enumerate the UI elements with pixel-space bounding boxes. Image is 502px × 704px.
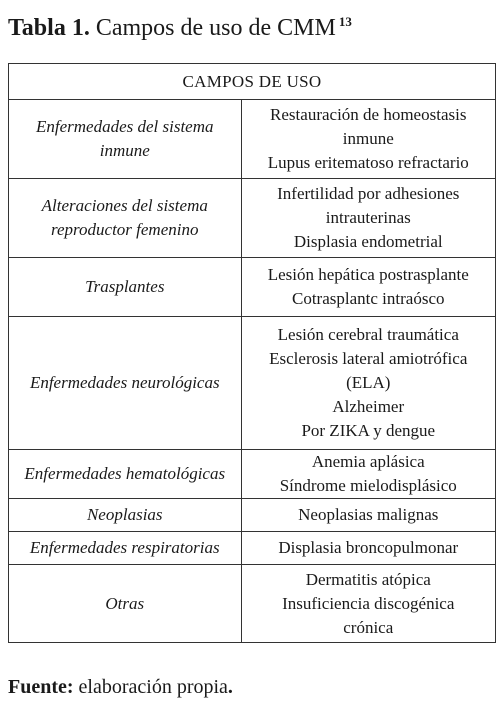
source-text: elaboración propia: [78, 676, 228, 698]
use-item: Cotrasplantc intraósco: [292, 289, 445, 308]
table-row: [9, 179, 496, 258]
use-item: (ELA): [346, 373, 391, 392]
source-label: Fuente:: [8, 676, 74, 698]
category-line: Neoplasias: [86, 505, 163, 524]
use-item: Dermatitis atópica: [305, 569, 431, 589]
use-item: Infertilidad por adhesiones: [277, 184, 460, 203]
use-item: Lesión hepática postrasplante: [267, 265, 469, 284]
uses-cell: [241, 179, 495, 258]
table-row: [9, 532, 496, 565]
use-item: Lesión cerebral traumática: [277, 325, 459, 344]
caption-text: Campos de uso de CMM: [95, 15, 336, 41]
table-body: [9, 100, 496, 643]
category-line: Enfermedades hematológicas: [24, 464, 226, 483]
category-line: Alteraciones del sistema: [41, 196, 208, 215]
use-item: Neoplasias malignas: [298, 505, 439, 524]
category-cell: [9, 532, 242, 565]
category-cell: [9, 179, 242, 258]
table-row: [9, 499, 496, 532]
uses-cell: [241, 565, 495, 643]
table-caption: [8, 8, 352, 42]
source-note: [8, 675, 233, 699]
use-item: Displasia broncopulmonar: [278, 538, 459, 557]
source-end: .: [227, 676, 233, 698]
table-row: [9, 100, 496, 179]
use-item: crónica: [343, 617, 394, 637]
category-line: Trasplantes: [85, 277, 165, 296]
category-line: inmune: [99, 141, 150, 160]
uses-cell: [241, 317, 495, 450]
uses-cell: [241, 532, 495, 565]
use-item: Insuficiencia discogénica: [282, 593, 455, 613]
table-row: [9, 565, 496, 643]
table-row: [9, 450, 496, 499]
category-cell: [9, 258, 242, 317]
category-cell: [9, 317, 242, 450]
uses-table: [8, 63, 496, 643]
use-item: Displasia endometrial: [293, 232, 443, 251]
caption-reference: 13: [338, 14, 352, 29]
category-line: reproductor femenino: [51, 220, 199, 239]
category-line: Otras: [105, 593, 145, 613]
uses-cell: [241, 100, 495, 179]
category-cell: [9, 499, 242, 532]
use-item: Anemia aplásica: [311, 452, 425, 471]
use-item: Restauración de homeostasis: [270, 105, 467, 124]
category-cell: [9, 100, 242, 179]
use-item: intrauterinas: [325, 208, 411, 227]
table-header-row: [9, 64, 496, 100]
category-line: Enfermedades del sistema: [35, 117, 214, 136]
category-cell: [9, 450, 242, 499]
uses-cell: [241, 450, 495, 499]
table-row: [9, 258, 496, 317]
table-row: [9, 317, 496, 450]
table-header: CAMPOS DE USO: [9, 64, 496, 100]
use-item: Esclerosis lateral amiotrófica: [269, 349, 468, 368]
use-item: inmune: [342, 129, 394, 148]
category-line: Enfermedades neurológicas: [29, 373, 220, 392]
category-line: Enfermedades respiratorias: [29, 538, 220, 557]
category-cell: [9, 565, 242, 643]
use-item: Lupus eritematoso refractario: [267, 153, 469, 172]
uses-cell: [241, 258, 495, 317]
use-item: Alzheimer: [332, 397, 405, 416]
uses-cell: [241, 499, 495, 532]
caption-label: Tabla 1.: [8, 15, 90, 41]
use-item: Por ZIKA y dengue: [301, 421, 436, 440]
use-item: Síndrome mielodisplásico: [279, 476, 457, 495]
